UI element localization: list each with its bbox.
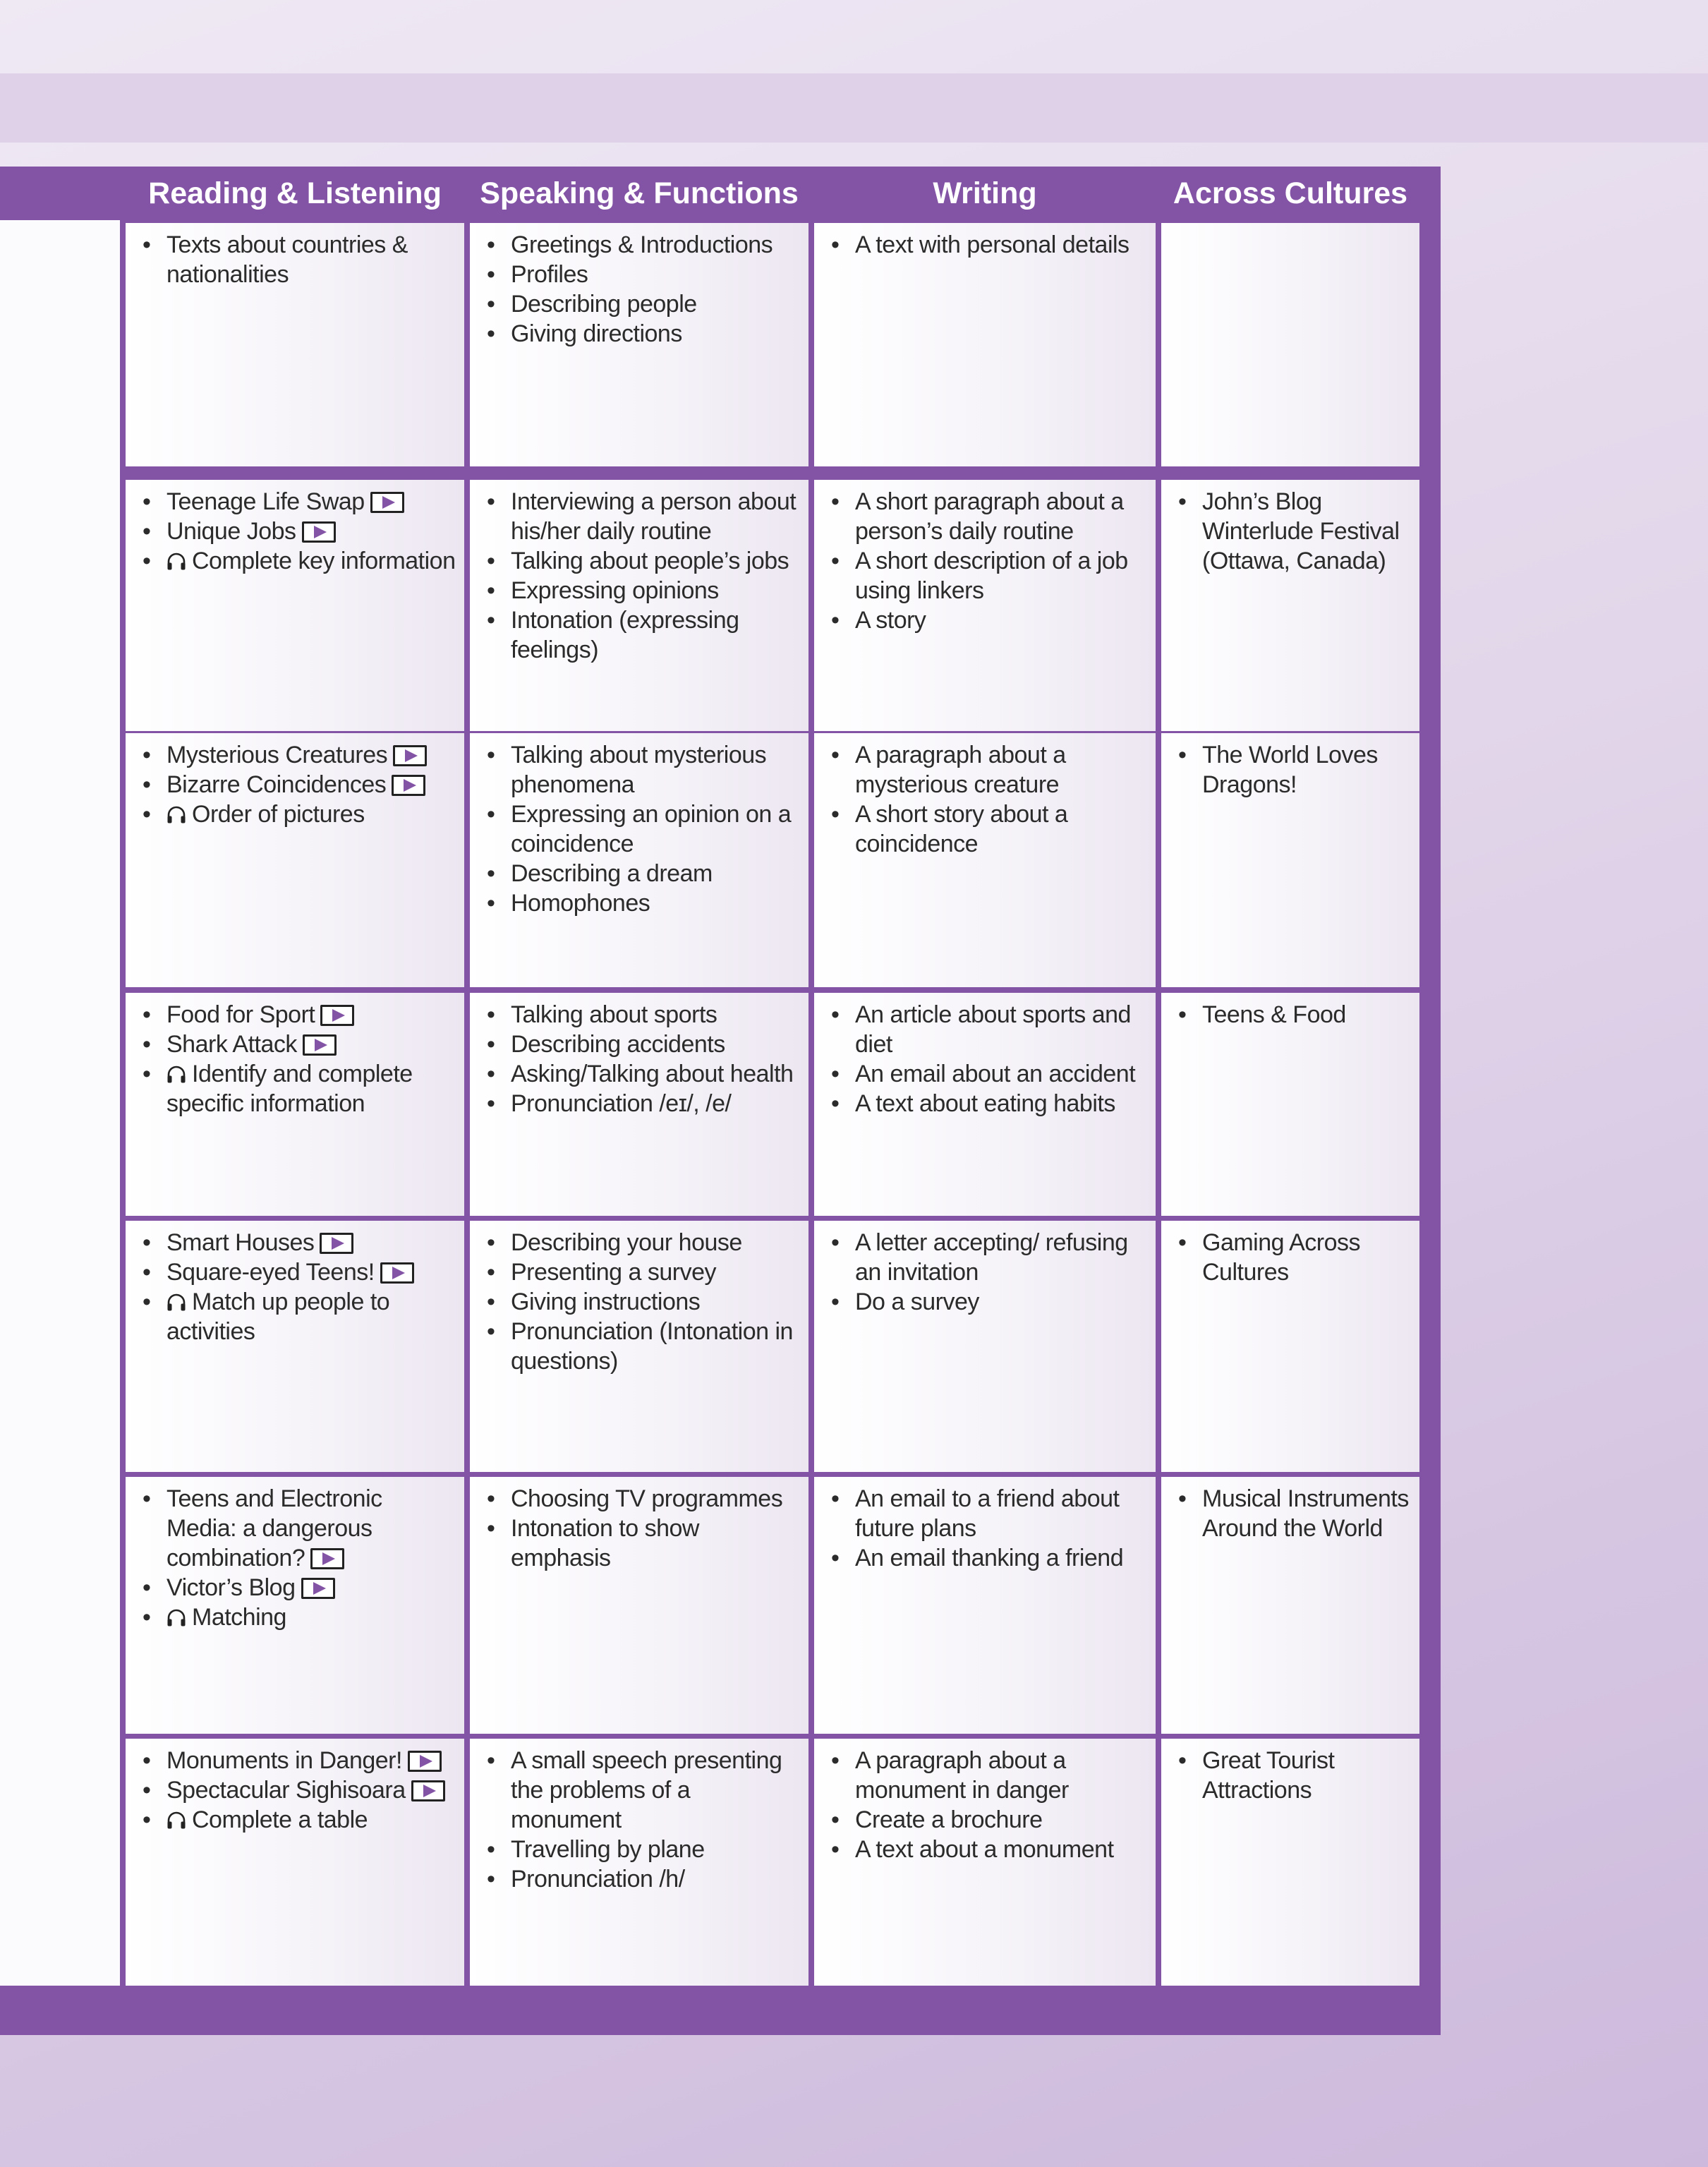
item-text: Texts about countries & nationalities xyxy=(166,231,408,288)
item-text: Talking about sports xyxy=(511,1001,717,1028)
cell-cultures-row-3 xyxy=(1161,733,1419,987)
list-item xyxy=(1202,1746,1412,1805)
writing-list xyxy=(824,1000,1149,1118)
item-text: A text about eating habits xyxy=(855,1090,1115,1117)
item-text: Expressing opinions xyxy=(511,577,719,604)
reading-list xyxy=(135,740,457,829)
list-item xyxy=(855,1000,1149,1059)
cell-cultures-row-7 xyxy=(1161,1739,1419,1991)
list-item xyxy=(166,1775,457,1805)
item-text: Homophones xyxy=(511,890,650,917)
item-text: A short story about a coincidence xyxy=(855,801,1068,857)
cultures-list xyxy=(1171,1746,1412,1805)
list-item xyxy=(855,799,1149,859)
item-text: Bizarre Coincidences xyxy=(166,771,387,798)
cell-writing-row-4 xyxy=(814,993,1156,1216)
video-play-icon[interactable] xyxy=(302,521,336,543)
item-text: Musical Instruments Around the World xyxy=(1202,1485,1409,1542)
list-item xyxy=(855,1543,1149,1573)
list-item xyxy=(511,1030,801,1059)
cell-cultures-row-1 xyxy=(1161,223,1419,466)
list-item xyxy=(511,1514,801,1573)
cell-writing-row-2 xyxy=(814,480,1156,731)
speaking-list xyxy=(480,1746,801,1894)
item-text: Presenting a survey xyxy=(511,1259,716,1286)
item-text: An email about an accident xyxy=(855,1061,1136,1087)
item-text: Intonation (expressing feelings) xyxy=(511,607,739,663)
item-text: Unique Jobs xyxy=(166,518,296,545)
cell-cultures-row-2 xyxy=(1161,480,1419,731)
speaking-list xyxy=(480,487,801,665)
cell-writing-row-7 xyxy=(814,1739,1156,1991)
cultures-list xyxy=(1171,740,1412,799)
list-item xyxy=(511,605,801,665)
item-text: Square-eyed Teens! xyxy=(166,1259,375,1286)
item-text: Victor’s Blog xyxy=(166,1574,296,1601)
list-item xyxy=(166,1746,457,1775)
header-reading-listening: Reading & Listening xyxy=(148,176,442,210)
item-text: A letter accepting/ refusing an invitation xyxy=(855,1229,1128,1286)
list-item xyxy=(1202,1228,1412,1287)
item-text: Teenage Life Swap xyxy=(166,488,365,515)
cell-speaking-row-5 xyxy=(470,1221,808,1472)
header-across-cultures: Across Cultures xyxy=(1173,176,1408,210)
item-text: An email to a friend about future plans xyxy=(855,1485,1120,1542)
reading-list xyxy=(135,487,457,576)
list-item xyxy=(166,1602,457,1632)
list-item xyxy=(511,546,801,576)
headphones-icon xyxy=(166,1605,186,1623)
cell-speaking-row-2 xyxy=(470,480,808,731)
item-text: Order of pictures xyxy=(192,801,365,828)
speaking-list xyxy=(480,1228,801,1376)
video-play-icon[interactable] xyxy=(320,1005,354,1026)
reading-list xyxy=(135,230,457,289)
cell-writing-row-5 xyxy=(814,1221,1156,1472)
list-item xyxy=(511,1228,801,1257)
list-item xyxy=(511,289,801,319)
list-item xyxy=(166,770,457,799)
video-play-icon[interactable] xyxy=(310,1548,344,1569)
list-item xyxy=(166,740,457,770)
cell-speaking-row-4 xyxy=(470,993,808,1216)
item-text: Describing accidents xyxy=(511,1031,725,1058)
video-play-icon[interactable] xyxy=(408,1751,442,1772)
list-item xyxy=(1202,740,1412,799)
list-item xyxy=(511,1746,801,1835)
list-item xyxy=(166,1000,457,1030)
cell-speaking-row-1 xyxy=(470,223,808,466)
writing-list xyxy=(824,1228,1149,1317)
speaking-list xyxy=(480,1000,801,1118)
list-item xyxy=(855,605,1149,635)
item-text: Shark Attack xyxy=(166,1031,297,1058)
list-item xyxy=(855,740,1149,799)
list-item xyxy=(855,230,1149,260)
item-text: Match up people to activities xyxy=(166,1288,390,1345)
item-text: Describing people xyxy=(511,291,697,318)
cell-writing-row-1 xyxy=(814,223,1156,466)
list-item xyxy=(511,1484,801,1514)
item-text: Gaming Across Cultures xyxy=(1202,1229,1361,1286)
list-item xyxy=(511,888,801,918)
list-item xyxy=(511,230,801,260)
list-item xyxy=(511,576,801,605)
cell-reading-row-4 xyxy=(126,993,464,1216)
list-item xyxy=(855,1089,1149,1118)
list-item xyxy=(166,1573,457,1602)
headphones-icon xyxy=(166,802,186,820)
item-text: Matching xyxy=(192,1604,286,1631)
top-band xyxy=(0,73,1708,143)
item-text: A text about a monument xyxy=(855,1836,1114,1863)
list-item xyxy=(166,546,457,576)
list-item xyxy=(166,1059,457,1118)
list-item xyxy=(511,1059,801,1089)
list-item xyxy=(166,1257,457,1287)
list-item xyxy=(1202,1000,1412,1030)
item-text: An article about sports and diet xyxy=(855,1001,1131,1058)
writing-list xyxy=(824,230,1149,260)
item-text: A paragraph about a mysterious creature xyxy=(855,742,1066,798)
list-item xyxy=(855,1805,1149,1835)
writing-list xyxy=(824,740,1149,859)
item-text: A short paragraph about a person’s daily routine xyxy=(855,488,1124,545)
list-item xyxy=(855,1287,1149,1317)
item-text: Create a brochure xyxy=(855,1806,1043,1833)
item-text: Identify and complete specific information xyxy=(166,1061,413,1117)
item-text: Mysterious Creatures xyxy=(166,742,388,768)
list-item xyxy=(511,859,801,888)
list-item xyxy=(511,740,801,799)
item-text: Asking/Talking about health xyxy=(511,1061,794,1087)
item-text: Smart Houses xyxy=(166,1229,315,1256)
item-text: Spectacular Sighisoara xyxy=(166,1777,406,1804)
cell-speaking-row-3 xyxy=(470,733,808,987)
cell-reading-row-7 xyxy=(126,1739,464,1991)
reading-list xyxy=(135,1484,457,1632)
reading-list xyxy=(135,1228,457,1346)
cell-reading-row-3 xyxy=(126,733,464,987)
cultures-list xyxy=(1171,487,1412,576)
cell-cultures-row-4 xyxy=(1161,993,1419,1216)
video-play-icon[interactable] xyxy=(411,1780,445,1801)
cultures-list xyxy=(1171,1228,1412,1287)
list-item xyxy=(511,1089,801,1118)
list-item xyxy=(511,1317,801,1376)
list-item xyxy=(511,1835,801,1864)
list-item xyxy=(855,1484,1149,1543)
list-item xyxy=(511,1000,801,1030)
video-play-icon[interactable] xyxy=(320,1233,353,1254)
item-text: Expressing an opinion on a coincidence xyxy=(511,801,792,857)
reading-list xyxy=(135,1746,457,1835)
item-text: Greetings & Introductions xyxy=(511,231,773,258)
list-item xyxy=(166,1484,457,1573)
cell-cultures-row-5 xyxy=(1161,1221,1419,1472)
table-frame-bottom xyxy=(0,1986,1441,2035)
headphones-icon xyxy=(166,1289,186,1308)
cell-writing-row-6 xyxy=(814,1477,1156,1734)
list-item xyxy=(855,487,1149,546)
cultures-list xyxy=(1171,1484,1412,1543)
cell-speaking-row-7 xyxy=(470,1739,808,1991)
headphones-icon xyxy=(166,1061,186,1080)
list-item xyxy=(166,517,457,546)
list-item xyxy=(855,1059,1149,1089)
list-item xyxy=(855,546,1149,605)
list-item xyxy=(855,1835,1149,1864)
cell-writing-row-3 xyxy=(814,733,1156,987)
speaking-list xyxy=(480,740,801,918)
item-text: A paragraph about a monument in danger xyxy=(855,1747,1069,1804)
item-text: Complete a table xyxy=(192,1806,368,1833)
item-text: Teens & Food xyxy=(1202,1001,1346,1028)
video-play-icon[interactable] xyxy=(370,492,404,513)
item-text: Food for Sport xyxy=(166,1001,315,1028)
left-column-panel xyxy=(0,220,120,1986)
list-item xyxy=(511,799,801,859)
writing-list xyxy=(824,1484,1149,1573)
item-text: Monuments in Danger! xyxy=(166,1747,402,1774)
cell-speaking-row-6 xyxy=(470,1477,808,1734)
list-item xyxy=(1202,1484,1412,1543)
item-text: Intonation to show emphasis xyxy=(511,1515,699,1571)
speaking-list xyxy=(480,1484,801,1573)
cell-reading-row-2 xyxy=(126,480,464,731)
item-text: Profiles xyxy=(511,261,588,288)
list-item xyxy=(511,260,801,289)
item-text: Pronunciation /h/ xyxy=(511,1866,685,1893)
video-play-icon[interactable] xyxy=(301,1578,335,1599)
list-item xyxy=(166,230,457,289)
cell-reading-row-6 xyxy=(126,1477,464,1734)
item-text: Great Tourist Attractions xyxy=(1202,1747,1335,1804)
header-writing: Writing xyxy=(933,176,1037,210)
list-item xyxy=(511,487,801,546)
cell-reading-row-5 xyxy=(126,1221,464,1472)
list-item xyxy=(855,1228,1149,1287)
list-item xyxy=(511,1864,801,1894)
list-item xyxy=(166,1228,457,1257)
header-speaking-functions: Speaking & Functions xyxy=(480,176,799,210)
reading-list xyxy=(135,1000,457,1118)
video-play-icon[interactable] xyxy=(392,775,425,796)
writing-list xyxy=(824,1746,1149,1864)
item-text: John’s Blog Winterlude Festival (Ottawa, Canada) xyxy=(1202,488,1400,574)
video-play-icon[interactable] xyxy=(380,1262,414,1284)
list-item xyxy=(855,1746,1149,1805)
cultures-list xyxy=(1171,1000,1412,1030)
item-text: Giving instructions xyxy=(511,1288,701,1315)
list-item xyxy=(511,319,801,349)
item-text: Describing your house xyxy=(511,1229,742,1256)
video-play-icon[interactable] xyxy=(393,745,427,766)
item-text: Teens and Electronic Media: a dangerous combination? xyxy=(166,1485,382,1571)
list-item xyxy=(166,799,457,829)
item-text: Do a survey xyxy=(855,1288,979,1315)
headphones-icon xyxy=(166,548,186,567)
item-text: The World Loves Dragons! xyxy=(1202,742,1378,798)
headphones-icon xyxy=(166,1807,186,1825)
item-text: A story xyxy=(855,607,926,634)
item-text: Talking about people’s jobs xyxy=(511,548,789,574)
list-item xyxy=(511,1287,801,1317)
list-item xyxy=(166,487,457,517)
writing-list xyxy=(824,487,1149,635)
list-item xyxy=(166,1805,457,1835)
item-text: A short description of a job using linkers xyxy=(855,548,1128,604)
list-item xyxy=(1202,487,1412,576)
item-text: Giving directions xyxy=(511,320,682,347)
list-item xyxy=(166,1030,457,1059)
item-text: Interviewing a person about his/her daily routine xyxy=(511,488,797,545)
contents-table xyxy=(120,167,1418,1986)
item-text: Pronunciation (Intonation in questions) xyxy=(511,1318,793,1375)
item-text: A small speech presenting the problems of a monument xyxy=(511,1747,782,1833)
speaking-list xyxy=(480,230,801,349)
item-text: Describing a dream xyxy=(511,860,713,887)
item-text: Talking about mysterious phenomena xyxy=(511,742,767,798)
item-text: Pronunciation /eɪ/, /e/ xyxy=(511,1090,732,1117)
item-text: A text with personal details xyxy=(855,231,1129,258)
cell-cultures-row-6 xyxy=(1161,1477,1419,1734)
item-text: Travelling by plane xyxy=(511,1836,705,1863)
item-text: Choosing TV programmes xyxy=(511,1485,783,1512)
list-item xyxy=(166,1287,457,1346)
item-text: An email thanking a friend xyxy=(855,1545,1124,1571)
video-play-icon[interactable] xyxy=(303,1034,337,1056)
cell-reading-row-1 xyxy=(126,223,464,466)
list-item xyxy=(511,1257,801,1287)
item-text: Complete key information xyxy=(192,548,456,574)
